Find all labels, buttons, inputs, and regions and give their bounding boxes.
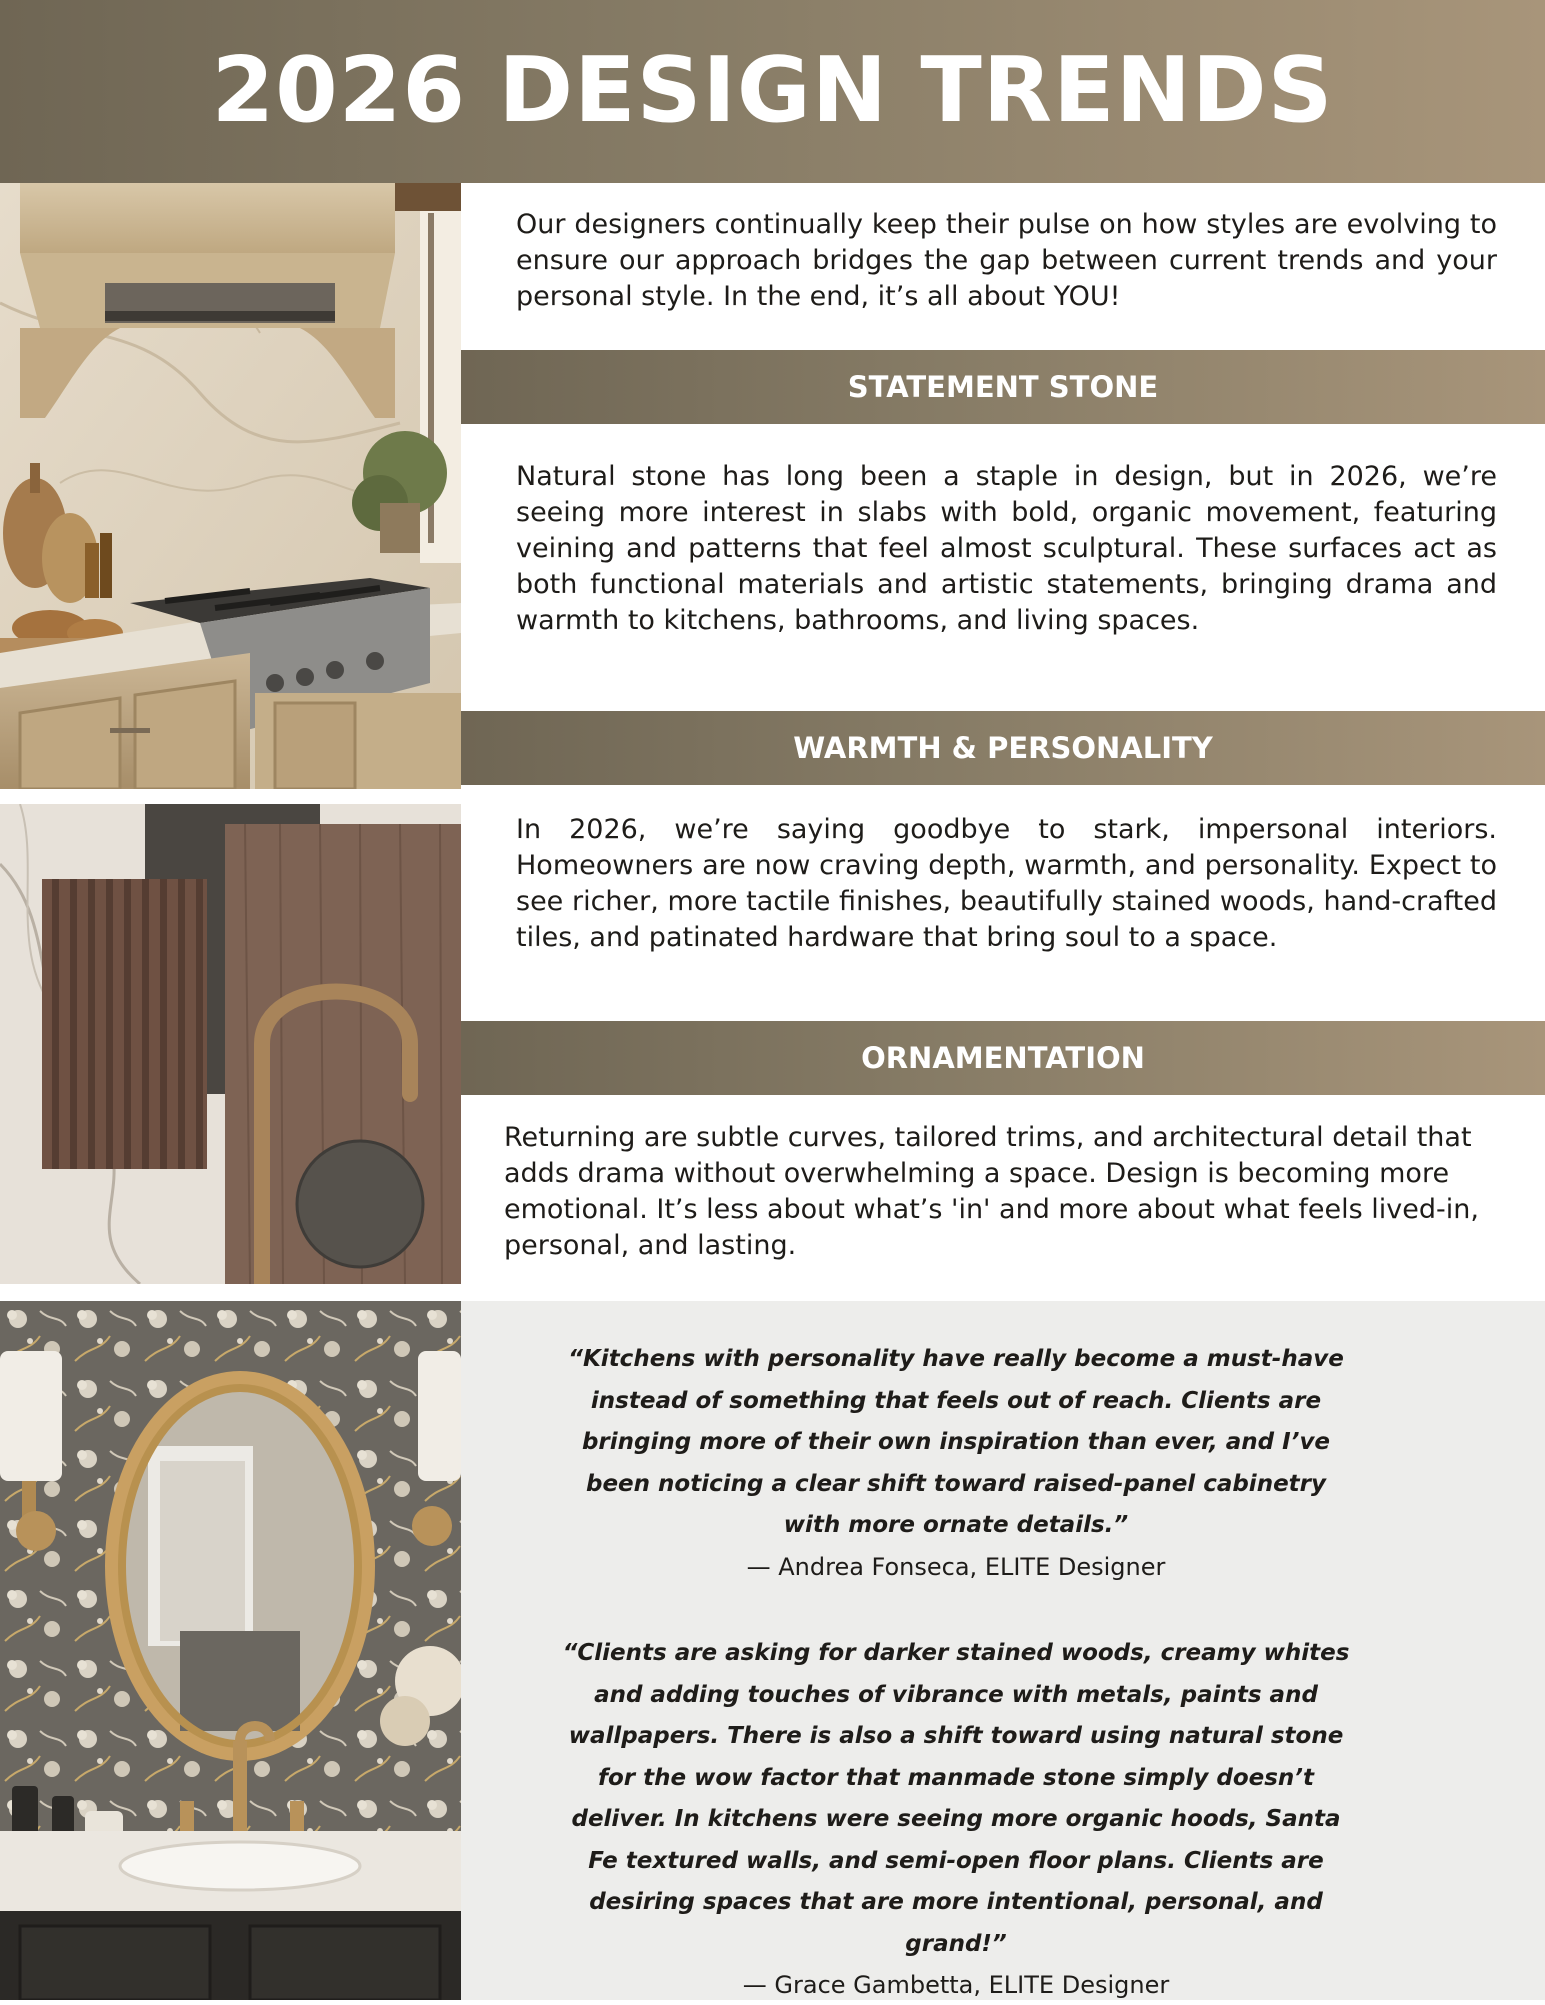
- section-body-warmth-personality: In 2026, we’re saying goodbye to stark, impersonal interiors. Homeowners are now craving depth, warmth, and personality. Expect to see richer, more tactile finishes, beautifully stained woods, hand-crafted tiles, and patinated hardware that bring soul to a space.: [516, 814, 1497, 953]
- section-heading-band: [461, 711, 1545, 785]
- material-samples-photo: [0, 804, 461, 1284]
- section-heading-warmth-personality: WARMTH & PERSONALITY: [793, 731, 1213, 765]
- designer-quotes-panel: [461, 1301, 1545, 2000]
- bathroom-photo: [0, 1301, 461, 2000]
- intro-paragraph: Our designers continually keep their pulse on how styles are evolving to ensure our approach bridges the gap between current trends and your personal style. In the end, it’s all about YOU!: [516, 209, 1497, 312]
- quote-attribution: — Grace Gambetta, ELITE Designer: [742, 1971, 1170, 1999]
- kitchen-photo: [0, 183, 461, 789]
- section-heading-band: [461, 1021, 1545, 1095]
- page-title: 2026 DESIGN TRENDS: [211, 38, 1334, 143]
- section-body-statement-stone: Natural stone has long been a staple in design, but in 2026, we’re seeing more interest in slabs with bold, organic movement, featuring veining and patterns that feel almost sculptural. These surfaces act as both functional materials and artistic statements, bringing drama and warmth to kitchens, bathrooms, and living spaces.: [516, 461, 1497, 636]
- page-header: [0, 0, 1545, 183]
- section-heading-statement-stone: STATEMENT STONE: [847, 370, 1159, 404]
- section-heading-ornamentation: ORNAMENTATION: [861, 1041, 1145, 1075]
- section-body-ornamentation: Returning are subtle curves, tailored trims, and architectural detail that adds drama without overwhelming a space. Design is becoming more emotional. It’s less about what’s 'in' and more about what feels lived-in, personal, and lasting.: [504, 1122, 1479, 1261]
- quote-attribution: — Andrea Fonseca, ELITE Designer: [746, 1552, 1166, 1581]
- section-heading-band: [461, 350, 1545, 424]
- designer-quote: [556, 1339, 1356, 1587]
- quote-text: “Kitchens with personality have really become a must-have instead of something that feels out of reach. Clients are bringing more of their own inspiration than ever, and I’ve been noticing a clear shift toward raised-panel cabinetry with more ornate details.”: [568, 1346, 1344, 1538]
- quote-text: “Clients are asking for darker stained woods, creamy whites and adding touches of vibrance with metals, paints and wallpapers. There is also a shift toward using natural stone for the wow factor that manmade stone simply doesn’t deliver. In kitchens were seeing more organic hoods, Santa Fe textured walls, and semi-open floor plans. Clients are desiring spaces that are more intentional, personal, and grand!”: [562, 1640, 1350, 1957]
- designer-quote: [556, 1633, 1356, 2005]
